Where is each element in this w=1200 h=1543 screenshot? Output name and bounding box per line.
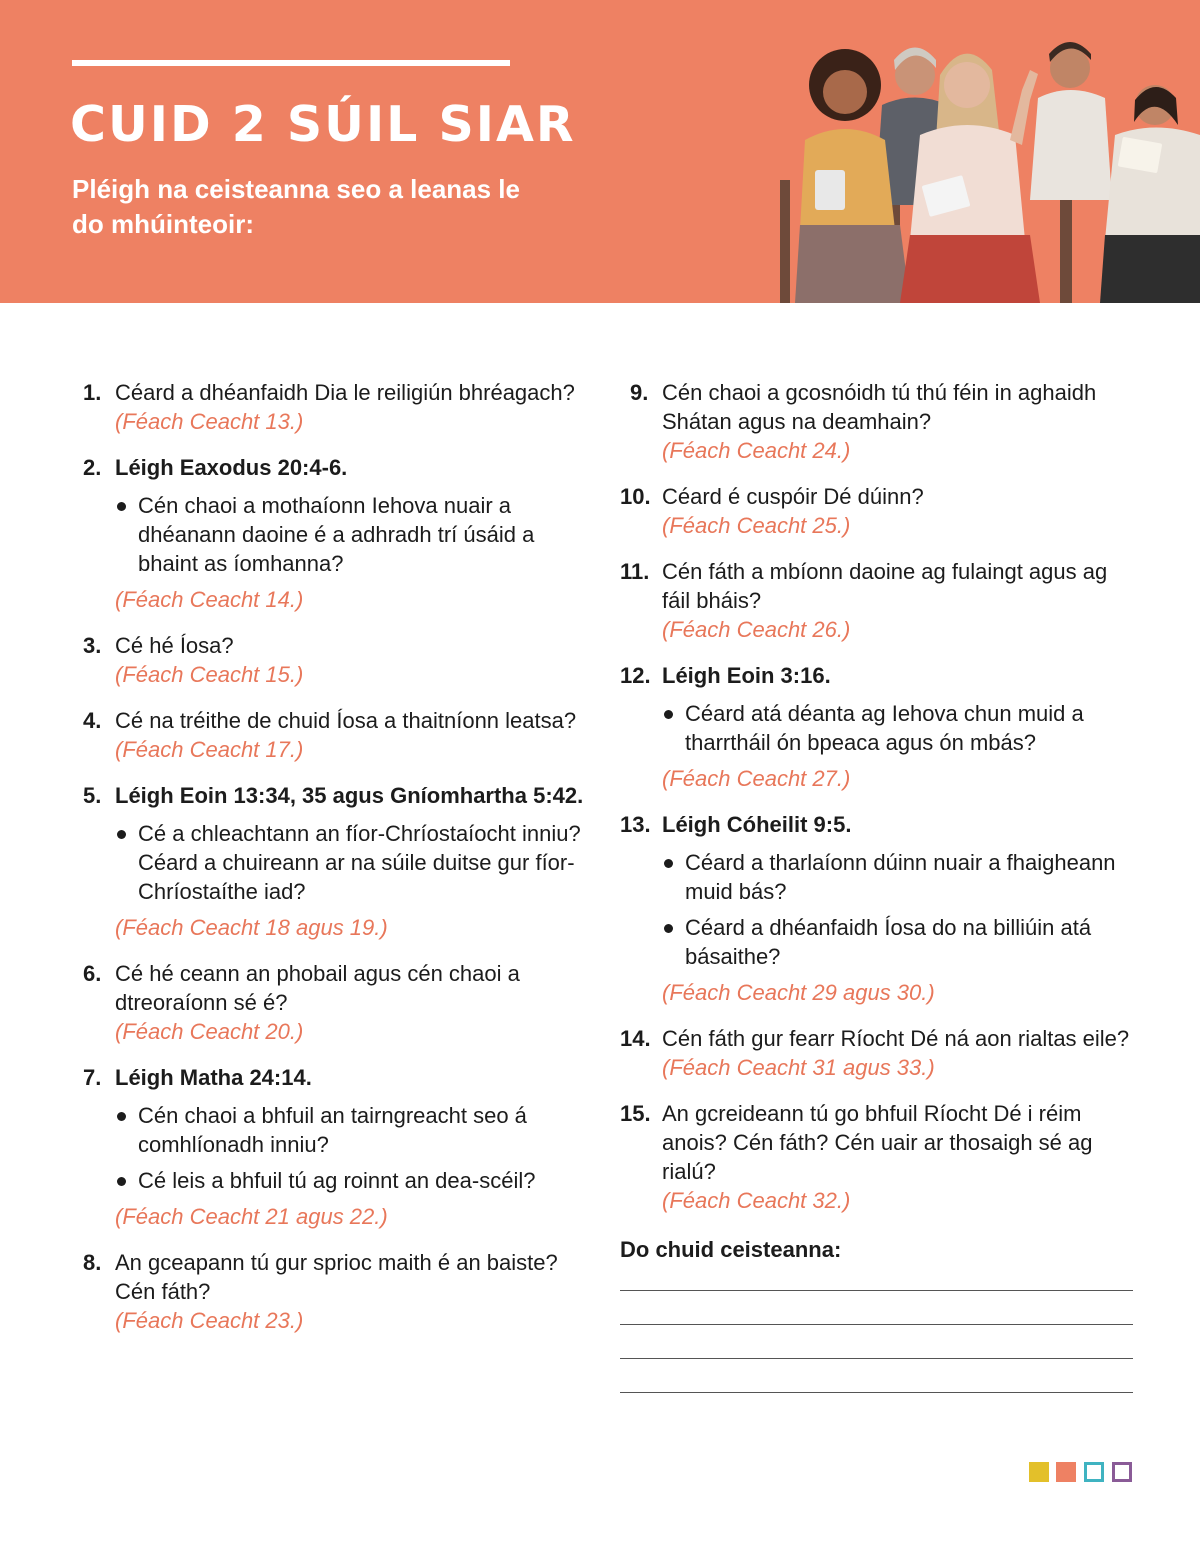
- audience-illustration: [760, 30, 1200, 303]
- question-number: 2.: [83, 455, 102, 480]
- question-text: Léigh Cóheilit 9:5.: [662, 812, 852, 837]
- lesson-reference: (Féach Ceacht 13.): [115, 409, 304, 434]
- question-number: 3.: [83, 633, 102, 658]
- bullet-list: [662, 699, 1130, 757]
- coral-square-icon: [1056, 1462, 1076, 1482]
- lesson-reference: (Féach Ceacht 23.): [115, 1308, 304, 1333]
- lesson-reference: (Féach Ceacht 32.): [662, 1188, 851, 1213]
- question-number: 9.: [630, 380, 649, 405]
- question-number: 8.: [83, 1250, 102, 1275]
- question-3: [83, 631, 593, 689]
- bullet-list: [662, 848, 1130, 971]
- question-1: [83, 378, 593, 436]
- question-9: [620, 378, 1130, 465]
- lesson-reference: (Féach Ceacht 29 agus 30.): [662, 980, 935, 1005]
- writing-line[interactable]: [620, 1324, 1133, 1325]
- bullet-item: Céard atá déanta ag Iehova chun muid a tharrtháil ón bpeaca agus ón mbás?: [662, 699, 1130, 757]
- question-2: [83, 453, 593, 614]
- question-5: [83, 781, 593, 942]
- teal-outline-square-icon: [1084, 1462, 1104, 1482]
- lesson-reference: (Féach Ceacht 14.): [115, 587, 304, 612]
- question-number: 15.: [620, 1101, 651, 1126]
- question-10: [620, 482, 1130, 540]
- question-14: [620, 1024, 1130, 1082]
- question-7: [83, 1063, 593, 1231]
- lesson-reference: (Féach Ceacht 18 agus 19.): [115, 915, 388, 940]
- question-number: 5.: [83, 783, 102, 808]
- question-text: Céard é cuspóir Dé dúinn?: [662, 484, 924, 509]
- question-text: Cé hé Íosa?: [115, 633, 234, 658]
- questions-column-left: [83, 378, 593, 1352]
- question-text: Cén fáth gur fearr Ríocht Dé ná aon rialtas eile?: [662, 1026, 1130, 1051]
- lesson-reference: (Féach Ceacht 26.): [662, 617, 851, 642]
- yellow-square-icon: [1029, 1462, 1049, 1482]
- question-text: Léigh Matha 24:14.: [115, 1065, 312, 1090]
- lesson-reference: (Féach Ceacht 27.): [662, 766, 851, 791]
- bullet-list: [115, 491, 593, 578]
- question-text: Cén fáth a mbíonn daoine ag fulaingt agus ag fáil bháis?: [662, 559, 1108, 613]
- question-13: [620, 810, 1130, 1007]
- question-text: Cé na tréithe de chuid Íosa a thaitníonn leatsa?: [115, 708, 577, 733]
- bullet-list: [115, 819, 593, 906]
- bullet-item: Cé leis a bhfuil tú ag roinnt an dea-scéil?: [115, 1166, 593, 1195]
- purple-outline-square-icon: [1112, 1462, 1132, 1482]
- your-questions-heading: Do chuid ceisteanna:: [620, 1237, 842, 1262]
- question-number: 6.: [83, 961, 102, 986]
- writing-line[interactable]: [620, 1290, 1133, 1291]
- questions-column-right: [620, 378, 1130, 1393]
- bullet-list: [115, 1101, 593, 1195]
- question-number: 12.: [620, 663, 651, 688]
- header-rule: [72, 60, 510, 66]
- writing-line[interactable]: [620, 1358, 1133, 1359]
- question-number: 10.: [620, 484, 651, 509]
- question-text: Léigh Eaxodus 20:4-6.: [115, 455, 348, 480]
- question-text: An gceapann tú gur sprioc maith é an baiste? Cén fáth?: [115, 1250, 558, 1304]
- question-number: 1.: [83, 380, 102, 405]
- bullet-item: Cé a chleachtann an fíor-Chríostaíocht inniu? Céard a chuireann ar na súile duitse gur fíor-Chríostaíthe iad?: [115, 819, 593, 906]
- lesson-reference: (Féach Ceacht 15.): [115, 662, 304, 687]
- lesson-reference: (Féach Ceacht 25.): [662, 513, 851, 538]
- question-6: [83, 959, 593, 1046]
- question-number: 13.: [620, 812, 651, 837]
- question-text: Cé hé ceann an phobail agus cén chaoi a dtreoraíonn sé é?: [115, 961, 520, 1015]
- question-15: [620, 1099, 1130, 1215]
- page-title: CUID 2 SÚIL SIAR: [70, 96, 576, 153]
- question-8: [83, 1248, 593, 1335]
- bullet-item: Céard a dhéanfaidh Íosa do na billiúin atá básaithe?: [662, 913, 1130, 971]
- question-12: [620, 661, 1130, 793]
- lesson-reference: (Féach Ceacht 24.): [662, 438, 851, 463]
- question-11: [620, 557, 1130, 644]
- lesson-reference: (Féach Ceacht 31 agus 33.): [662, 1055, 935, 1080]
- bullet-item: Cén chaoi a mothaíonn Iehova nuair a dhéanann daoine é a adhradh trí úsáid a bhaint as íomhanna?: [115, 491, 593, 578]
- question-number: 7.: [83, 1065, 102, 1090]
- lesson-reference: (Féach Ceacht 21 agus 22.): [115, 1204, 388, 1229]
- question-number: 4.: [83, 708, 102, 733]
- bullet-item: Céard a tharlaíonn dúinn nuair a fhaigheann muid bás?: [662, 848, 1130, 906]
- bullet-item: Cén chaoi a bhfuil an tairngreacht seo á comhlíonadh inniu?: [115, 1101, 593, 1159]
- question-text: An gcreideann tú go bhfuil Ríocht Dé i réim anois? Cén fáth? Cén uair ar thosaigh sé ag rialú?: [662, 1101, 1093, 1184]
- question-text: Léigh Eoin 13:34, 35 agus Gníomhartha 5:42.: [115, 783, 584, 808]
- question-number: 11.: [620, 559, 650, 584]
- lesson-reference: (Féach Ceacht 20.): [115, 1019, 304, 1044]
- question-text: Céard a dhéanfaidh Dia le reiligiún bhréagach?: [115, 380, 575, 405]
- header-banner: [0, 0, 1200, 303]
- question-text: Léigh Eoin 3:16.: [662, 663, 831, 688]
- writing-line[interactable]: [620, 1392, 1133, 1393]
- lesson-reference: (Féach Ceacht 17.): [115, 737, 304, 762]
- question-number: 14.: [620, 1026, 651, 1051]
- question-text: Cén chaoi a gcosnóidh tú thú féin in aghaidh Shátan agus na deamhain?: [662, 380, 1097, 434]
- page-subtitle: Pléigh na ceisteanna seo a leanas le do mhúinteoir:: [72, 174, 520, 239]
- question-4: [83, 706, 593, 764]
